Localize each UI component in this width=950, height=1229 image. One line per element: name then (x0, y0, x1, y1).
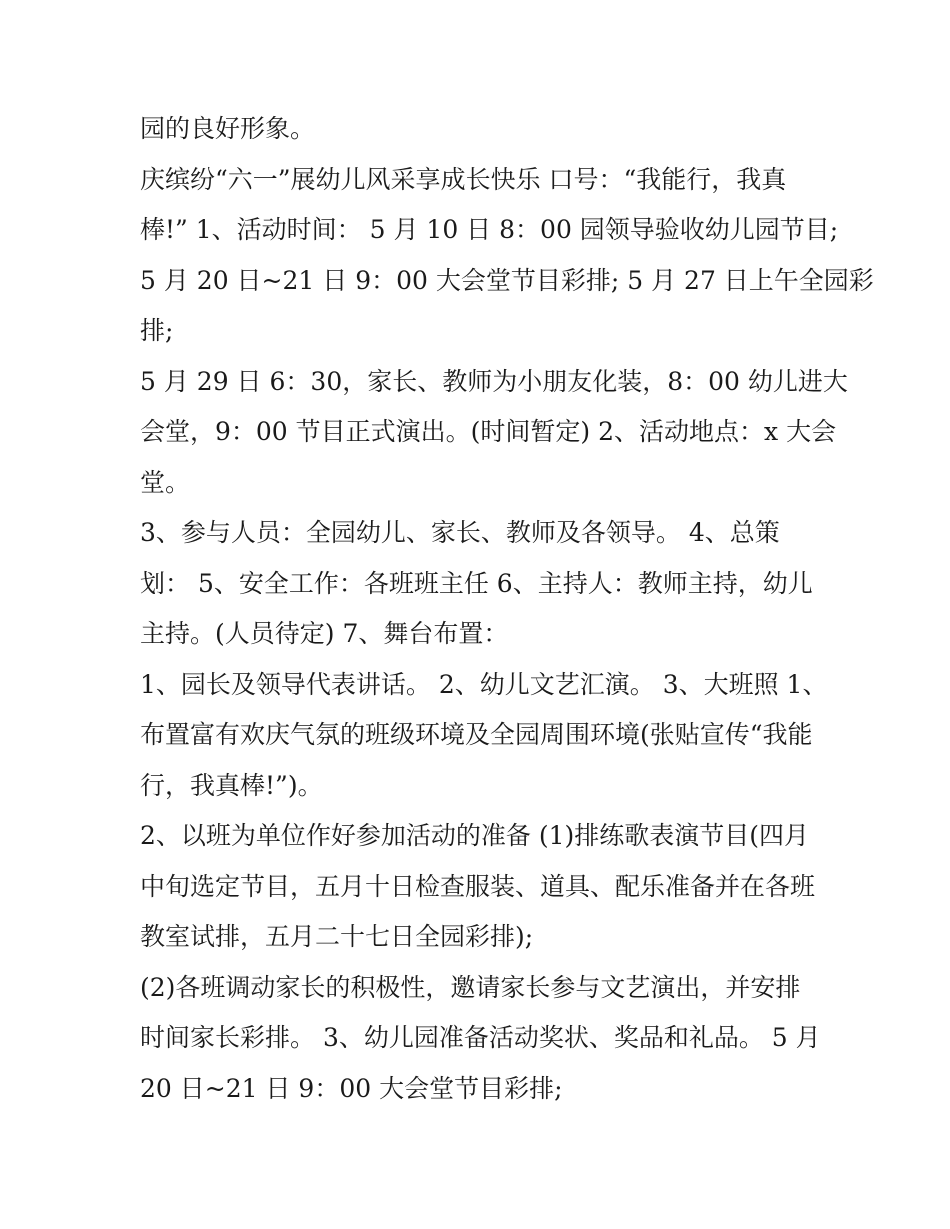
text-line: 主持。(人员待定) 7、舞台布置： (140, 619, 509, 648)
text-line: 3、参与人员：全园幼儿、家长、教师及各领导。 4、总策 (140, 518, 780, 547)
text-line: 堂。 (140, 467, 191, 497)
text-line: 教室试排，五月二十七日全园彩排); (140, 922, 534, 951)
text-line: 2、以班为单位作好参加活动的准备 (1)排练歌表演节目(四月 (140, 821, 810, 850)
text-line: 划： 5、安全工作：各班班主任 6、主持人：教师主持，幼儿 (140, 568, 813, 598)
text-line: (2)各班调动家长的积极性，邀请家长参与文艺演出，并安排 (140, 972, 801, 1002)
text-line: 行，我真棒!”)。 (140, 770, 323, 800)
text-line: 时间家长彩排。 3、幼儿园准备活动奖状、奖品和礼品。 5 月 (140, 1023, 821, 1052)
text-line: 园的良好形象。 (140, 114, 316, 143)
text-line: 1、园长及领导代表讲话。 2、幼儿文艺汇演。 3、大班照 1、 (140, 669, 828, 699)
text-line: 庆缤纷“六一”展幼儿风采享成长快乐 口号：“我能行，我真 (140, 164, 787, 194)
text-line: 5 月 20 日~21 日 9：00 大会堂节目彩排; 5 月 27 日上午全园彩 (140, 265, 874, 295)
text-line: 布置富有欢庆气氛的班级环境及全园周围环境(张贴宣传“我能 (140, 720, 813, 749)
text-line: 棒!” 1、活动时间： 5 月 10 日 8：00 园领导验收幼儿园节目; (140, 215, 839, 244)
document-body (140, 104, 874, 1114)
text-line: 排; (140, 316, 174, 345)
text-line: 会堂，9：00 节目正式演出。(时间暂定) 2、活动地点：x 大会 (140, 417, 837, 446)
text-line: 中旬选定节目，五月十日检查服装、道具、配乐准备并在各班 (140, 871, 816, 901)
text-line: 20 日~21 日 9：00 大会堂节目彩排; (140, 1073, 563, 1103)
text-line: 5 月 29 日 6：30，家长、教师为小朋友化装，8：00 幼儿进大 (140, 366, 848, 396)
